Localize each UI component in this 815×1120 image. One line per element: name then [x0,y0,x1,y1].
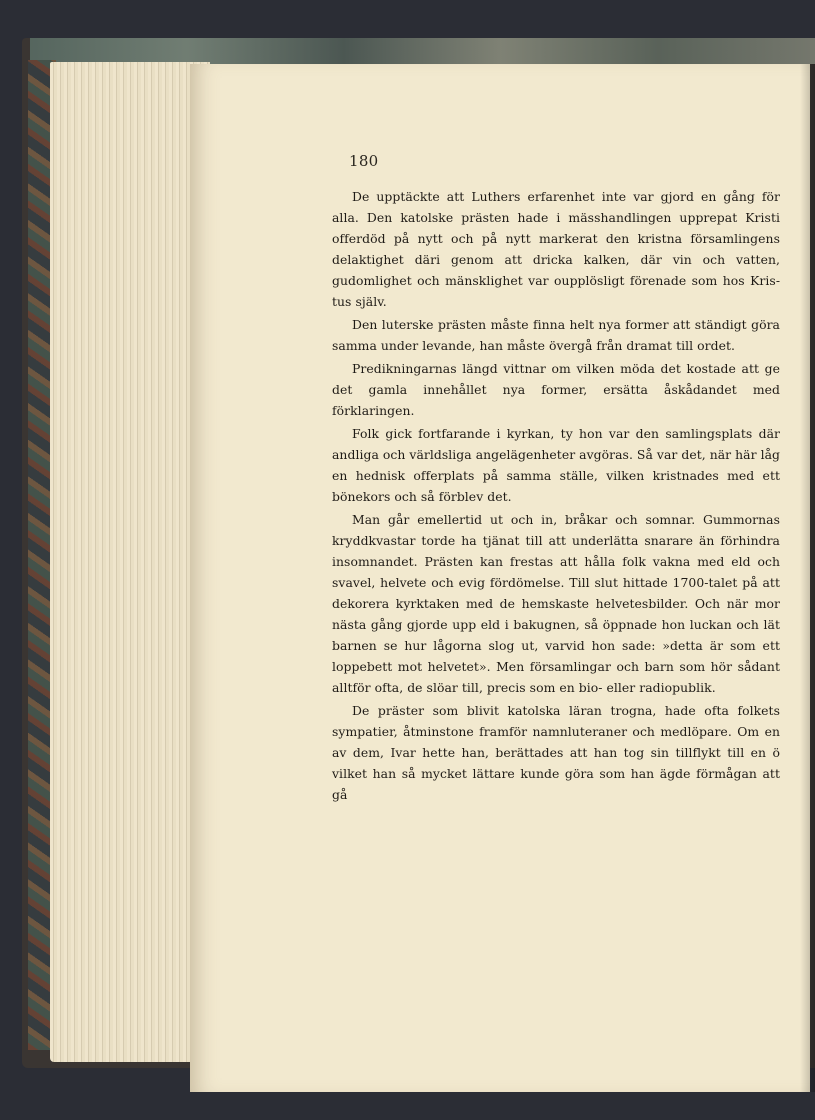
page-shadow [800,64,815,1092]
paragraph: Man går emellertid ut och in, bråkar och somnar. Gummornas kryddkvastar torde ha tjänat till att underlätta snarare än förhindra insomnandet. Prästen kan frestas att hålla folk vakna med eld och svavel, helvete och evig fördömelse. Till slut hittade 1700-talet på att dekorera kyrktaken med de hemskaste helvetesbilder. Och när mor nästa gång gjorde upp eld i bakugnen, så öppnade hon luckan och lät barnen se hur lågorna slog ut, varvid hon sade: »detta är som ett loppebett mot helvetet». Men församlingar och barn som hör sådant alltför ofta, de slöar till, precis som en bio- eller radiopublik. [332,512,780,695]
book-top-edge [30,38,815,64]
paragraph: De präster som blivit katolska läran trogna, hade ofta folkets sympatier, åtminstone framför namnluteraner och medlöpare. Om en av dem, Ivar hette han, berättades att han tog sin tillflykt till en ö vilket han så mycket lättare kunde göra som han ägde förmågan att gå [332,703,780,802]
page-number: 180 [349,152,379,170]
page-block-edges [50,62,210,1062]
paragraph: Predikningarnas längd vittnar om vilken möda det kostade att ge det gamla innehållet nya former, ersätta åskådandet med förklaringen. [332,361,780,418]
paragraph: Den luterske prästen måste finna helt nya former att ständigt göra samma under levande, han måste övergå från dramat till ordet. [332,317,780,353]
body-text [332,186,780,807]
paragraph: De upptäckte att Luthers erfarenhet inte var gjord en gång för alla. Den katolske prästen hade i mässhandlingen upprepat Kristi offerdöd på nytt och på nytt markerat den kristna församlingens delaktighet däri genom att dricka kalken, där vin och vatten, gudomlighet och mänsklighet var oupplösligt förenade som hos Kristus själv. [332,189,780,309]
paragraph: Folk gick fortfarande i kyrkan, ty hon var den samlingsplats där andliga och världsliga angelägenheter avgöras. Så var det, när här låg en hednisk offerplats på samma ställe, vilken kristnades med ett bönekors och så förblev det. [332,426,781,504]
